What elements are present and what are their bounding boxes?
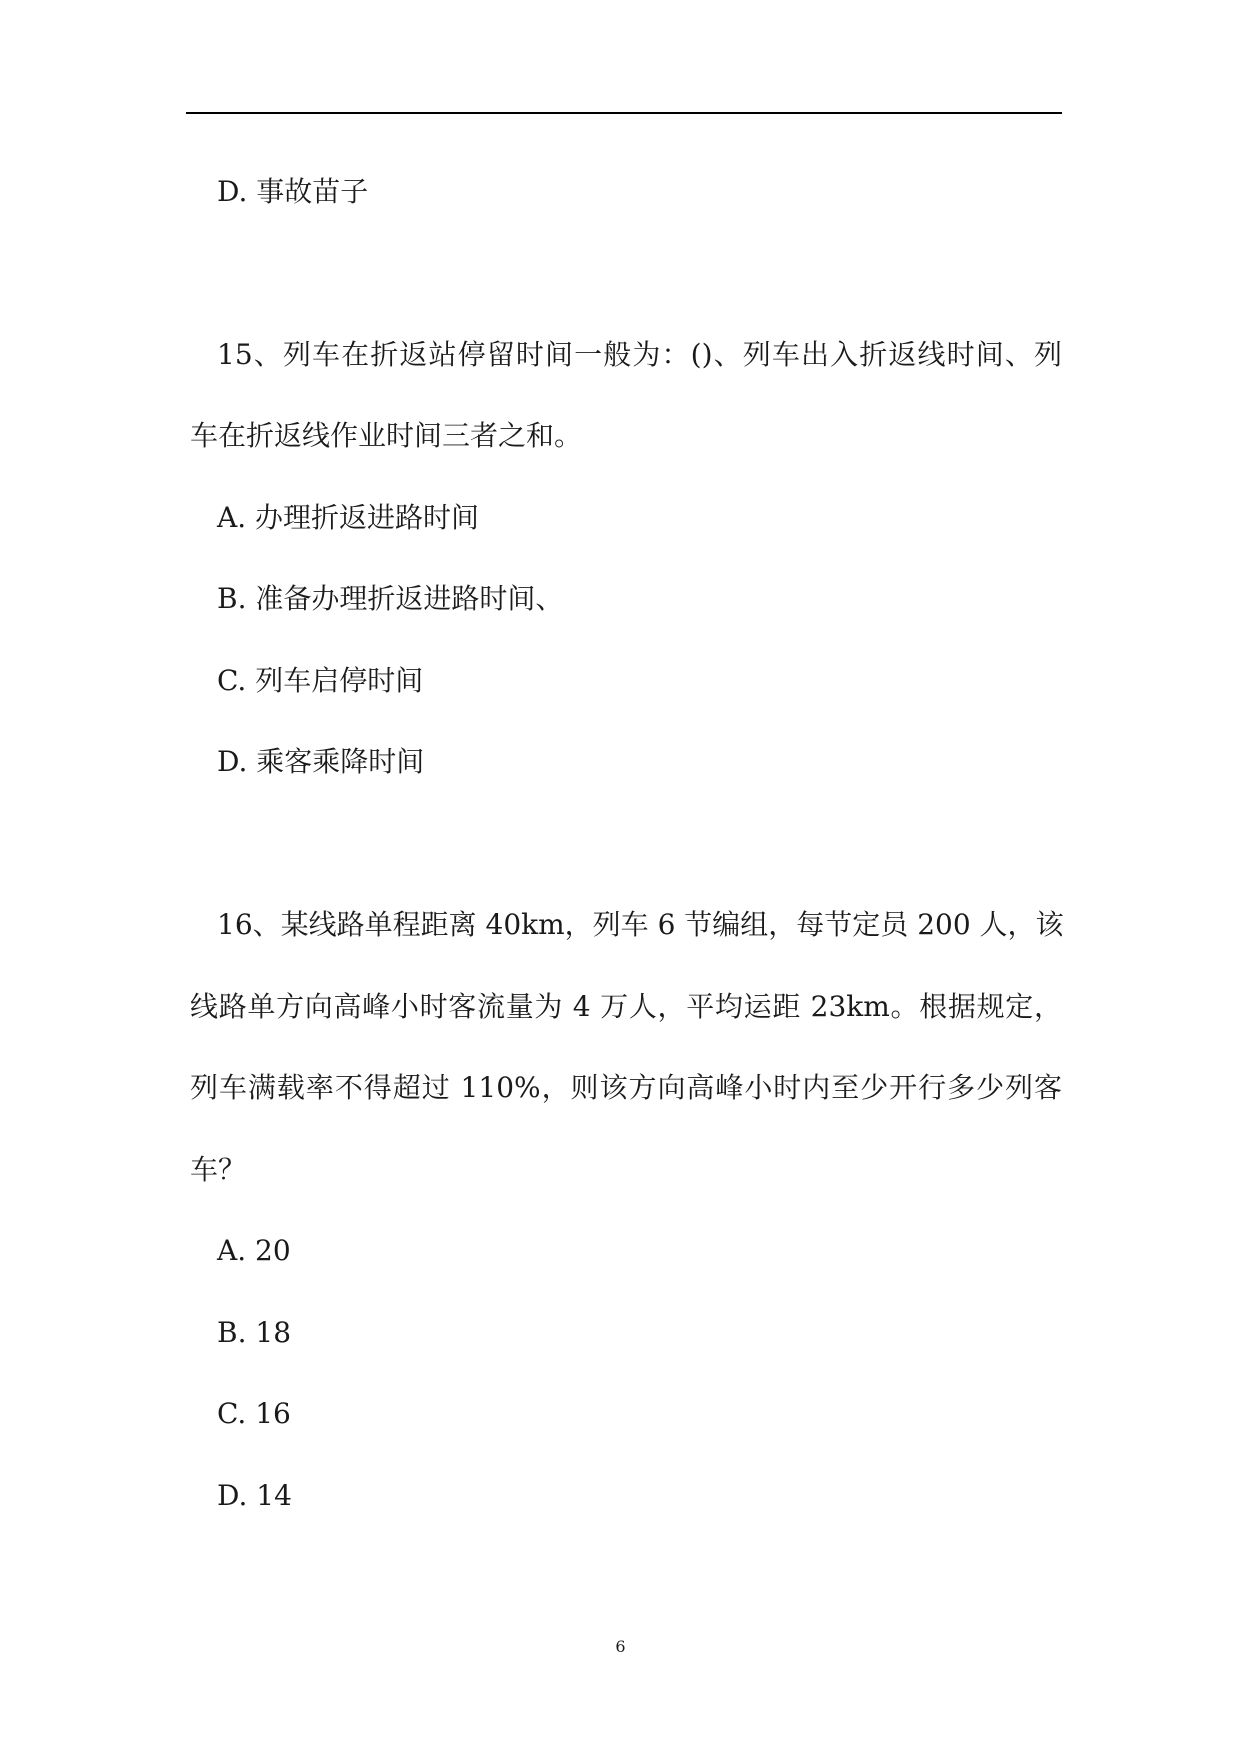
question-16-option-b: B. 18 bbox=[217, 1316, 292, 1349]
question-15-stem-line-1: 15、列车在折返站停留时间一般为：()、列车出入折返线时间、列 bbox=[217, 338, 1062, 371]
question-15-stem-line-2: 车在折返线作业时间三者之和。 bbox=[190, 419, 583, 452]
question-16-option-a: A. 20 bbox=[217, 1234, 291, 1267]
question-16-option-d: D. 14 bbox=[217, 1479, 292, 1512]
question-15-option-d: D. 乘客乘降时间 bbox=[217, 745, 425, 778]
question-16-stem-line-1: 16、某线路单程距离 40km，列车 6 节编组，每节定员 200 人，该 bbox=[217, 908, 1064, 941]
header-rule bbox=[186, 112, 1062, 114]
question-16-option-c: C. 16 bbox=[217, 1397, 291, 1430]
page-number: 6 bbox=[615, 1637, 626, 1656]
prev-question-option-d: D. 事故苗子 bbox=[217, 175, 369, 208]
question-15-option-b: B. 准备办理折返进路时间、 bbox=[217, 582, 564, 615]
question-16-stem-line-2: 线路单方向高峰小时客流量为 4 万人，平均运距 23km。根据规定， bbox=[190, 990, 1062, 1023]
question-15-option-a: A. 办理折返进路时间 bbox=[217, 501, 480, 534]
question-16-stem-line-3: 列车满载率不得超过 110%，则该方向高峰小时内至少开行多少列客 bbox=[190, 1071, 1062, 1104]
question-15-option-c: C. 列车启停时间 bbox=[217, 664, 424, 697]
question-16-stem-line-4: 车？ bbox=[190, 1153, 247, 1186]
